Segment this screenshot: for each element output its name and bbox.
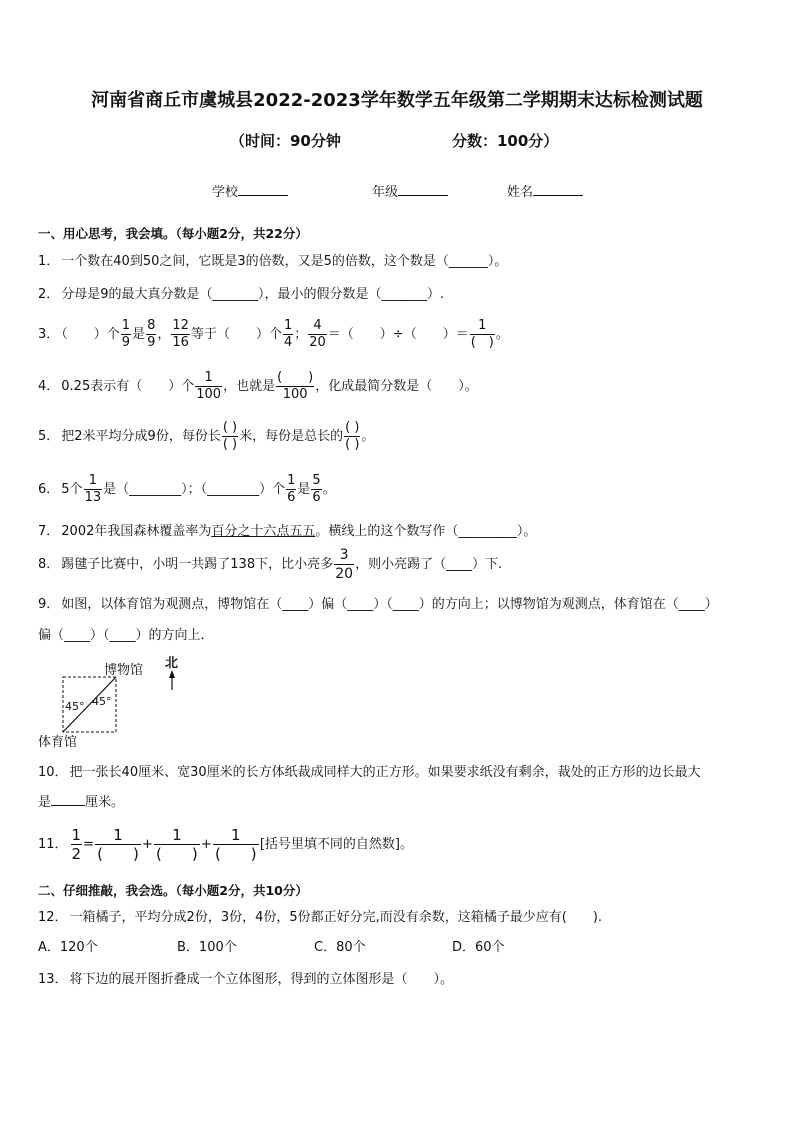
denominator: 100 (196, 387, 222, 402)
text-segment: ＝（ ）÷（ ）＝ (327, 327, 469, 342)
numerator: 1 (154, 826, 200, 845)
text-segment: 5个 (61, 482, 83, 497)
question-9-line-2 (38, 624, 214, 643)
numerator: 12 (172, 318, 189, 333)
school-label: 学校 (212, 185, 239, 200)
numerator: 1 (213, 826, 259, 845)
denominator: 2 (71, 845, 82, 863)
question-number: 4． (38, 379, 60, 394)
question-number: 6． (38, 482, 60, 497)
question-7 (38, 520, 536, 539)
denominator-blank[interactable]: ( ) (156, 845, 198, 863)
north-arrow-head (169, 670, 175, 678)
text-segment: 厘米。 (85, 795, 125, 810)
museum-label: 博物馆 (104, 663, 144, 678)
exam-time: （时间：90分钟 (230, 132, 341, 150)
numerator: 1 (470, 318, 495, 335)
numerator: 1 (195, 370, 222, 387)
question-number: 1． (38, 254, 60, 269)
question-text: 分母是9的最大真分数是（_______），最小的假分数是（_______）. (61, 287, 445, 302)
numerator-blank[interactable]: ( ) (277, 370, 314, 385)
text-segment: 是 (38, 795, 52, 810)
school-blank[interactable] (238, 183, 288, 196)
text-segment: 踢毽子比赛中，小明一共踢了138下，比小亮多 (61, 557, 334, 572)
question-number: 5． (38, 429, 60, 444)
question-2 (38, 283, 444, 302)
angle-label: 45° (65, 700, 85, 713)
question-8 (38, 546, 502, 583)
answer-blank[interactable] (51, 793, 85, 806)
text-segment: 等于（ ）个 (190, 327, 282, 342)
question-number: 13． (38, 972, 68, 987)
fraction-blank[interactable] (222, 420, 238, 453)
fraction (311, 473, 321, 506)
question-number: 3． (38, 327, 60, 342)
text-segment: ，则小亮踢了（____）下. (355, 557, 503, 572)
section-2-heading: 二、仔细推敲，我会选。（每小题2分，共10分） (38, 883, 308, 898)
text-segment: 米，每份是总长的 (239, 429, 344, 444)
question-13 (38, 968, 453, 987)
plus-sign: + (200, 837, 212, 852)
name-blank[interactable] (533, 183, 583, 196)
denominator-blank[interactable]: ( ) (214, 845, 257, 863)
text-segment: ， (157, 327, 171, 342)
fraction-blank[interactable] (344, 420, 360, 453)
question-4 (38, 370, 478, 403)
numerator: 3 (334, 546, 354, 565)
question-text: 一个数在40到50之间，它既是3的倍数，又是5的倍数，这个数是（______）。 (61, 254, 508, 269)
option-c[interactable]: C．80个 (314, 940, 366, 955)
gym-label: 体育馆 (38, 735, 78, 750)
question-6 (38, 473, 336, 506)
denominator: 16 (172, 335, 189, 350)
question-number: 8． (38, 557, 60, 572)
text-segment: 。 (495, 327, 509, 342)
numerator: 1 (287, 473, 296, 488)
fraction (84, 473, 103, 506)
denominator-blank[interactable]: ( ) (97, 845, 139, 863)
denominator: 9 (121, 335, 131, 350)
plus-sign: + (142, 837, 153, 852)
text-segment: ； (294, 327, 308, 342)
question-3 (38, 318, 509, 351)
equals-sign: = (83, 837, 94, 852)
denominator-blank[interactable]: ( ) (345, 437, 360, 452)
denominator: 20 (309, 335, 326, 350)
question-text: 一箱橘子，平均分成2份，3份，4份，5份都正好分完,而没有余数，这箱橘子最少应有( ). (69, 910, 603, 925)
question-number: 10． (38, 765, 68, 780)
underlined-text: 百分之十六点五五 (211, 524, 316, 539)
exam-score: 分数：100分） (452, 132, 559, 150)
fraction (171, 318, 190, 351)
direction-diagram (36, 652, 186, 748)
question-12 (38, 906, 602, 925)
text-segment: 2002年我国森林覆盖率为 (61, 524, 212, 539)
fraction (276, 370, 314, 403)
text-segment: 是 (132, 327, 146, 342)
grade-field[interactable] (372, 181, 448, 200)
denominator-blank[interactable]: ( ) (222, 437, 238, 452)
question-1 (38, 250, 507, 269)
text-segment: 。横线上的这个数写作（_________）。 (315, 524, 537, 539)
text-segment: 是（________）；（________）个 (103, 482, 286, 497)
name-field[interactable] (507, 181, 583, 200)
numerator: 4 (308, 318, 327, 335)
text-segment: 把2米平均分成9份，每份长 (61, 429, 221, 444)
angle-label: 45° (92, 695, 112, 708)
option-d[interactable]: D．60个 (452, 940, 505, 955)
question-text: 如图，以体育馆为观测点，博物馆在（____）偏（____）（____）的方向上；以博物馆为观测点，体育馆在（____） (61, 597, 718, 612)
question-text: 偏（____）（____）的方向上． (38, 628, 214, 643)
numerator: 1 (121, 318, 131, 333)
option-a[interactable]: A．120个 (38, 940, 98, 955)
fraction (308, 318, 327, 351)
text-segment: ，也就是 (223, 379, 276, 394)
denominator: 100 (282, 387, 308, 402)
numerator: 1 (283, 318, 293, 333)
denominator: 4 (283, 335, 293, 350)
denominator: 6 (287, 490, 296, 505)
fraction (195, 370, 222, 403)
text-segment: （ ）个 (61, 327, 120, 342)
text-segment: [括号里填不同的自然数]。 (259, 837, 413, 852)
fraction (154, 826, 200, 863)
question-number: 9． (38, 597, 60, 612)
fraction (470, 318, 495, 351)
school-field[interactable] (212, 181, 288, 200)
fraction (95, 826, 141, 863)
question-number: 2． (38, 287, 60, 302)
question-9-line-1 (38, 593, 718, 612)
question-5 (38, 420, 374, 453)
grade-label: 年级 (372, 185, 399, 200)
question-number: 12． (38, 910, 68, 925)
question-10-line-1 (38, 761, 701, 780)
page-title: 河南省商丘市虞城县2022-2023学年数学五年级第二学期期末达标检测试题 (91, 90, 703, 111)
fraction (121, 318, 131, 351)
section-1-heading: 一、用心思考，我会填。（每小题2分，共22分） (38, 226, 308, 241)
question-number: 7． (38, 524, 60, 539)
numerator: 1 (84, 473, 103, 490)
fraction (286, 473, 296, 506)
option-b[interactable]: B．100个 (177, 940, 237, 955)
text-segment: 。 (361, 429, 375, 444)
text-segment: 。 (322, 482, 336, 497)
denominator: 6 (312, 490, 321, 505)
grade-blank[interactable] (398, 183, 448, 196)
question-text: 把一张长40厘米、宽30厘米的长方体纸裁成同样大的正方形。如果要求纸没有剩余，裁处的正方形的边长最大 (69, 765, 701, 780)
fraction (213, 826, 259, 863)
denominator: 9 (147, 335, 156, 350)
numerator: 5 (312, 473, 321, 488)
numerator-blank[interactable]: ( ) (345, 420, 360, 435)
text-segment: 是 (297, 482, 311, 497)
fraction (283, 318, 293, 351)
denominator: 13 (84, 490, 102, 505)
fraction (334, 546, 354, 583)
numerator: 1 (71, 826, 82, 844)
text-segment: 0.25表示有（ ）个 (61, 379, 195, 394)
fraction (146, 318, 156, 351)
name-label: 姓名 (507, 185, 534, 200)
denominator-blank[interactable]: ( ) (470, 335, 494, 350)
question-11 (38, 826, 413, 863)
numerator: 1 (95, 826, 141, 845)
question-text: 将下边的展开图折叠成一个立体图形，得到的立体图形是（ ）。 (69, 972, 454, 987)
question-10-line-2 (38, 791, 124, 810)
numerator: 8 (147, 318, 156, 333)
fraction (71, 826, 83, 863)
north-label: 北 (165, 656, 179, 671)
question-number: 11． (38, 837, 68, 852)
text-segment: ，化成最简分数是（ ）。 (315, 379, 478, 394)
numerator-blank[interactable]: ( ) (222, 420, 238, 435)
denominator: 20 (335, 566, 354, 582)
